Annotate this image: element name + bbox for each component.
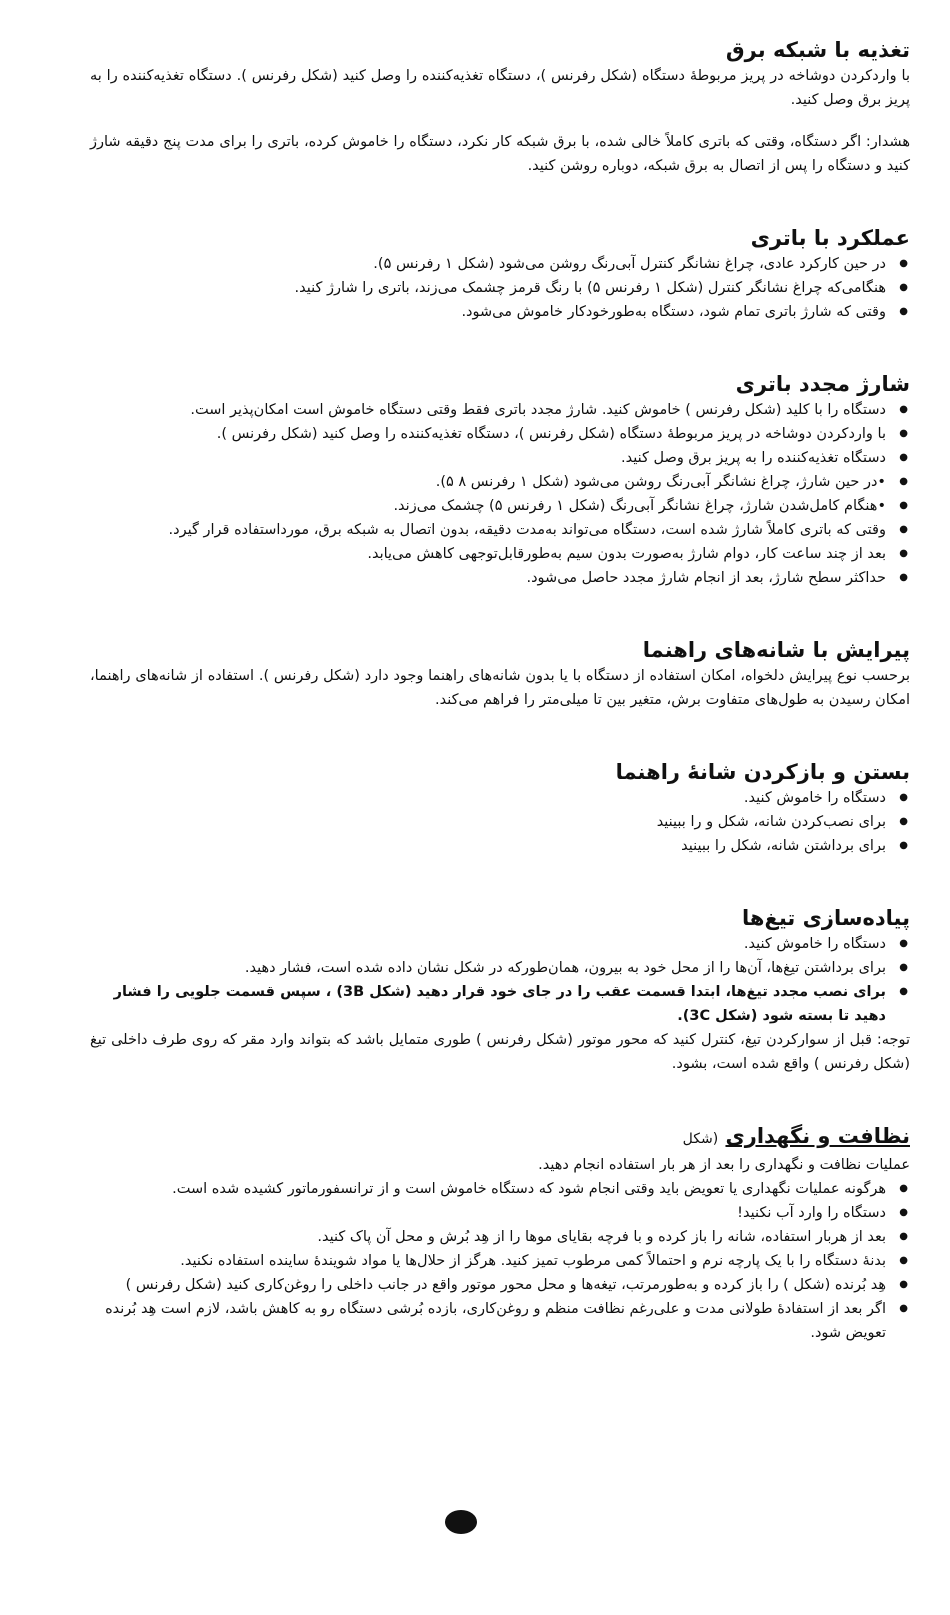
section-title: پیرایش با شانه‌های راهنما bbox=[642, 638, 910, 662]
list-item: ● دستگاه را وارد آب نکنید! bbox=[90, 1201, 886, 1225]
warning-paragraph: هشدار: اگر دستگاه، وقتی که باتری کاملاً خالی شده، با برق شبکه کار نکرد، دستگاه را خاموش کرده، باتری را برای مدت پنج دقیقه شارژ کنید و دستگاه را پس از اتصال به برق شبکه، دوباره روشن کنید. bbox=[90, 134, 910, 174]
document-page bbox=[90, 36, 910, 1345]
bullet-list bbox=[90, 1177, 910, 1345]
list-item: ● در حین کارکرد عادی، چراغ نشانگر کنترل آبی‌رنگ روشن می‌شود (شکل ۱ رفرنس ۵). bbox=[90, 252, 886, 276]
list-item: ● وقتی که شارژ باتری تمام شود، دستگاه به‌طورخودکار خاموش می‌شود. bbox=[90, 300, 886, 324]
section-mains-power bbox=[90, 36, 910, 178]
list-item: ● دستگاه را با کلید (شکل رفرنس ) خاموش کنید. شارژ مجدد باتری فقط وقتی دستگاه خاموش است امکان‌پذیر است. bbox=[90, 398, 886, 422]
list-item: ● دستگاه را خاموش کنید. bbox=[90, 786, 886, 810]
paragraph: برحسب نوع پیرایش دلخواه، امکان استفاده از دستگاه با یا بدون شانه‌های راهنما وجود دارد (شکل رفرنس ). استفاده از شانه‌های راهنما، امکان رسیدن به طول‌های متفاوت برش، متغیر بین تا میلی‌متر را فراهم می‌کند. bbox=[90, 668, 910, 708]
list-item: ● برای نصب‌کردن شانه، شکل و را ببینید bbox=[90, 810, 886, 834]
section-guide-combs bbox=[90, 636, 910, 712]
section-title: تغذیه با شبکه برق bbox=[725, 38, 910, 62]
list-item: ● برای برداشتن تیغ‌ها، آن‌ها را از محل خود به بیرون، همان‌طورکه در شکل نشان داده شده است، فشار دهید. bbox=[90, 956, 886, 980]
section-blades bbox=[90, 904, 910, 1076]
list-item: ● بدنهٔ دستگاه را با یک پارچه نرم و احتمالاً کمی مرطوب تمیز کنید. هرگز از حلال‌ها یا مواد شویندهٔ ساینده استفاده نکنید. bbox=[90, 1249, 886, 1273]
section-cleaning bbox=[90, 1122, 910, 1345]
list-item: ● •هنگام کامل‌شدن شارژ، چراغ نشانگر آبی‌رنگ (شکل ۱ رفرنس ۵) چشمک می‌زند. bbox=[90, 494, 886, 518]
bullet-list bbox=[90, 786, 910, 858]
section-title: پیاده‌سازی تیغ‌ها bbox=[742, 906, 910, 930]
section-title-suffix: (شکل bbox=[682, 1131, 719, 1147]
section-title: نظافت و نگهداری bbox=[725, 1124, 910, 1148]
list-item: ● بعد از هربار استفاده، شانه را باز کرده و با فرچه بقایای موها را از هِد بُرش و محل آن پاک کنید. bbox=[90, 1225, 886, 1249]
section-title: شارژ مجدد باتری bbox=[735, 372, 910, 396]
list-item: ● دستگاه را خاموش کنید. bbox=[90, 932, 886, 956]
list-item: ● هنگامی‌که چراغ نشانگر کنترل (شکل ۱ رفرنس ۵) با رنگ قرمز چشمک می‌زند، باتری را شارژ کنید. bbox=[90, 276, 886, 300]
list-item: ● اگر بعد از استفادهٔ طولانی مدت و علی‌رغم نظافت منظم و روغن‌کاری، بازده بُرشی دستگاه رو به کاهش باشد، لازم است هِد بُرنده تعویض شود. bbox=[90, 1297, 886, 1345]
list-item: ● هِد بُرنده (شکل ) را باز کرده و به‌طورمرتب، تیغه‌ها و محل محور موتور واقع در جانب داخلی را روغن‌کاری کنید (شکل رفرنس ) bbox=[90, 1273, 886, 1297]
list-item: ● دستگاه تغذیه‌کننده را به پریز برق وصل کنید. bbox=[90, 446, 886, 470]
list-item: ● بعد از چند ساعت کار، دوام شارژ به‌صورت بدون سیم به‌طورقابل‌توجهی کاهش می‌یابد. bbox=[90, 542, 886, 566]
bullet-list bbox=[90, 252, 910, 324]
section-battery-operation bbox=[90, 224, 910, 324]
note-paragraph: توجه: قبل از سوارکردن تیغ، کنترل کنید که محور موتور (شکل رفرنس ) طوری متمایل باشد که بتواند وارد مقر که روی طرف داخلی تیغ (شکل رفرنس ) واقع شده است، بشود. bbox=[90, 1032, 910, 1072]
page-number-badge bbox=[445, 1510, 477, 1534]
list-item: ● حداکثر سطح شارژ، بعد از انجام شارژ مجدد حاصل می‌شود. bbox=[90, 566, 886, 590]
section-comb-attach bbox=[90, 758, 910, 858]
list-item: ● برای برداشتن شانه، شکل را ببینید bbox=[90, 834, 886, 858]
section-title: عملکرد با باتری bbox=[750, 226, 910, 250]
bullet-list bbox=[90, 932, 910, 1028]
bullet-list bbox=[90, 398, 910, 590]
section-battery-recharge bbox=[90, 370, 910, 590]
paragraph: عملیات نظافت و نگهداری را بعد از هر بار استفاده انجام دهید. bbox=[538, 1157, 910, 1173]
list-item: ● وقتی که باتری کاملاً شارژ شده است، دستگاه می‌تواند به‌مدت دقیقه، بدون اتصال به شبکه برق، مورداستفاده قرار گیرد. bbox=[90, 518, 886, 542]
section-title: بستن و بازکردن شانهٔ راهنما bbox=[615, 760, 910, 784]
list-item: ● هرگونه عملیات نگهداری یا تعویض باید وقتی انجام شود که دستگاه خاموش است و از ترانسفورماتور کشیده شده است. bbox=[90, 1177, 886, 1201]
list-item: ● •در حین شارژ، چراغ نشانگر آبی‌رنگ روشن می‌شود (شکل ۱ رفرنس ۸ ۵). bbox=[90, 470, 886, 494]
paragraph: با واردکردن دوشاخه در پریز مربوطهٔ دستگاه (شکل رفرنس )، دستگاه تغذیه‌کننده را وصل کنید (شکل رفرنس ). دستگاه تغذیه‌کننده را به پریز برق وصل کنید. bbox=[90, 68, 910, 108]
list-item: ● برای نصب مجدد تیغ‌ها، ابتدا قسمت عقب را در جای خود قرار دهید (شکل 3B) ، سپس قسمت جلویی را فشار دهید تا بسته شود (شکل 3C). bbox=[90, 980, 886, 1028]
list-item: ● با واردکردن دوشاخه در پریز مربوطهٔ دستگاه (شکل رفرنس )، دستگاه تغذیه‌کننده را وصل کنید (شکل رفرنس ). bbox=[90, 422, 886, 446]
section-heading bbox=[90, 1122, 910, 1153]
